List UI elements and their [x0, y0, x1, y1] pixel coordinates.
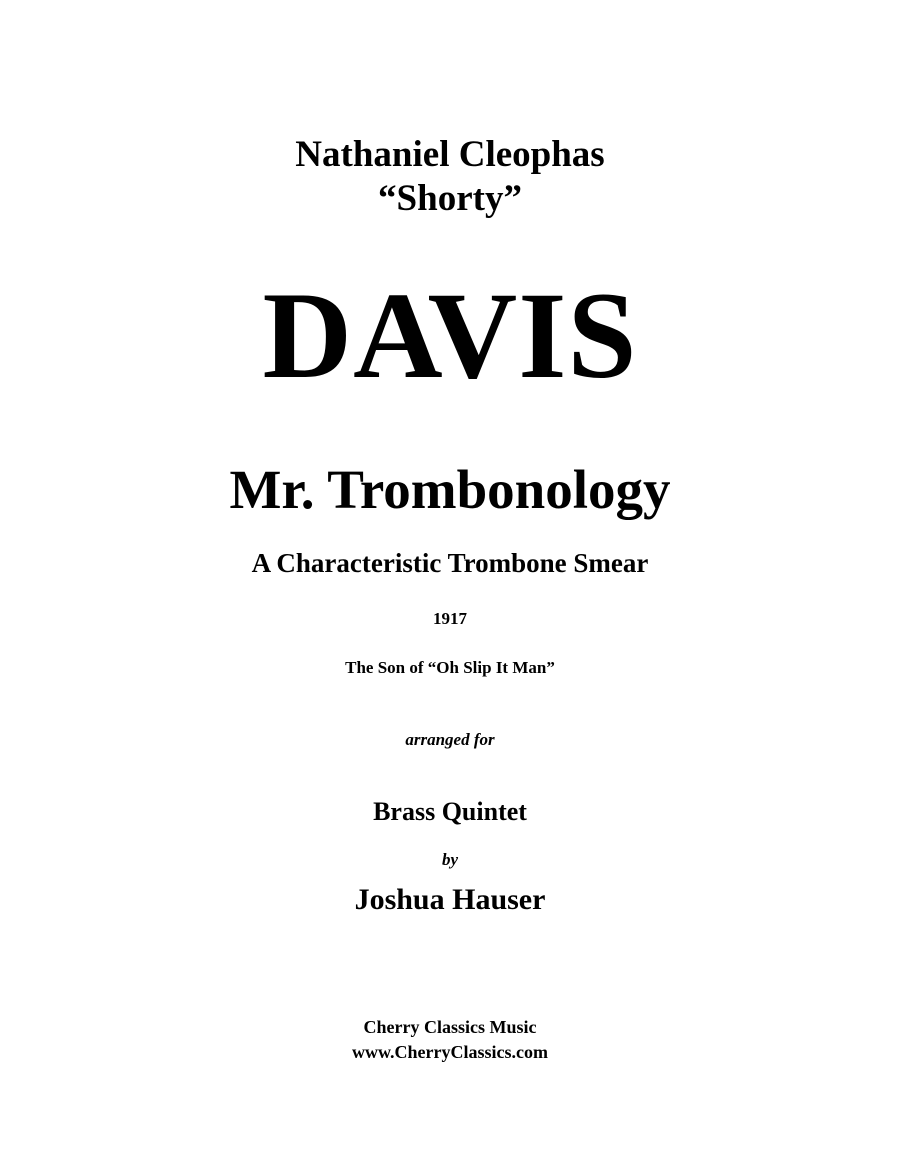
composer-first-names: Nathaniel Cleophas [295, 134, 605, 175]
composer-nickname: “Shorty” [378, 178, 522, 219]
composer-surname: DAVIS [262, 267, 638, 404]
publisher-website: www.CherryClassics.com [352, 1042, 548, 1062]
publisher-name: Cherry Classics Music [363, 1017, 537, 1037]
arranger-name: Joshua Hauser [354, 883, 546, 916]
arranged-for-label: arranged for [405, 730, 495, 749]
work-subtitle: A Characteristic Trombone Smear [251, 548, 649, 578]
by-label: by [441, 850, 459, 869]
work-title: Mr. Trombonology [229, 459, 671, 520]
ensemble-name: Brass Quintet [373, 797, 527, 826]
work-dedication: The Son of “Oh Slip It Man” [345, 658, 555, 677]
work-year: 1917 [433, 609, 467, 628]
